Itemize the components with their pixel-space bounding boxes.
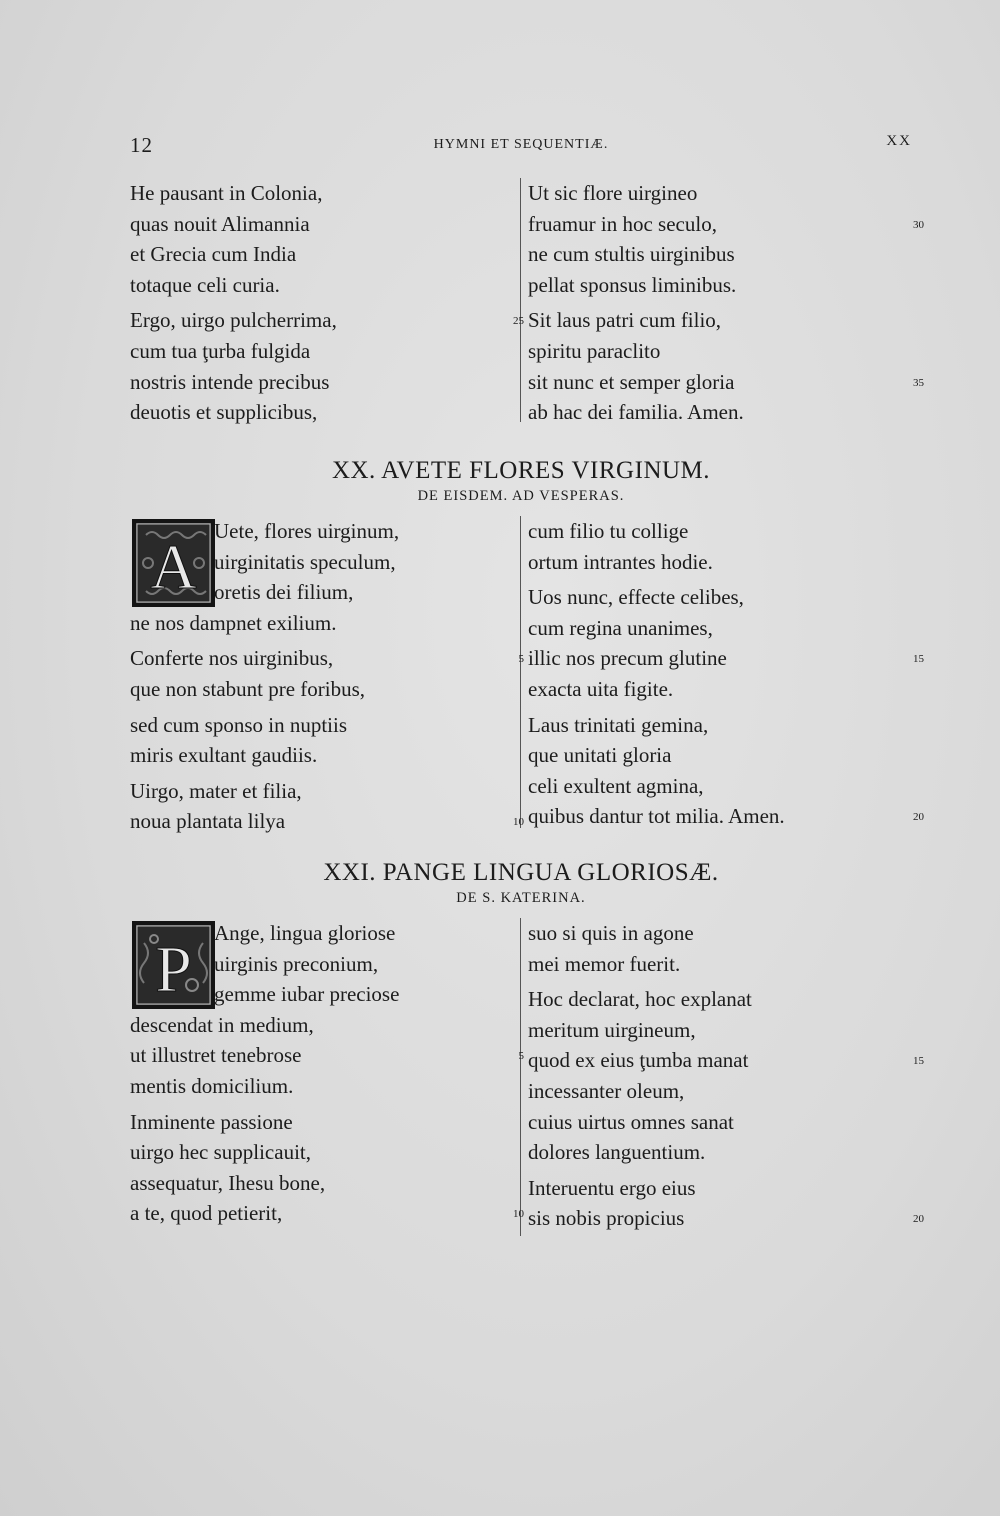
verse-line: Laus trinitati gemina, [528,712,709,737]
verse-line: mei memor fuerit. [528,951,681,976]
column-divider [520,918,521,1236]
line-number: 5 [518,1050,524,1063]
line-number: 30 [913,218,924,231]
right-column [528,178,924,428]
verse-line: ne cum stultis uirginibus [528,242,735,267]
verse-line: meritum uirgineum, [528,1017,696,1042]
verse-line: Inminente passione [130,1109,293,1134]
verse-line: Uirgo, mater et filia, [130,778,302,803]
verse-line: exacta uita figite. [528,676,674,701]
verse-line: ortum intrantes hodie. [528,549,713,574]
section-number: XX [886,133,912,149]
line-number: 15 [913,653,924,666]
verse-line: cuius uirtus omnes sanat [528,1109,734,1134]
verse-line: Conferte nos uirginibus, 5 [130,643,520,674]
verse-line: sis nobis propicius 20 [528,1203,912,1234]
right-column [528,918,924,1234]
column-divider [520,178,521,422]
verse-line: celi exultent agmina, [528,773,704,798]
verse-line: noua plantata lilya 10 [130,806,520,837]
right-column [528,516,924,832]
hymn-body [130,516,924,834]
verse-line: quod ex eius ţumba manat 15 [528,1045,912,1076]
running-title: HYMNI ET SEQUENTIÆ. [433,137,609,152]
line-number: 25 [513,315,524,328]
line-number: 20 [913,1213,924,1226]
verse-line: assequatur, Ihesu bone, [130,1170,326,1195]
page-number: 12 [130,133,153,157]
verse-line: Ergo, uirgo pulcherrima, 25 [130,305,520,336]
verse-line: descendat in medium, [130,1012,314,1037]
verse-line: gemme iubar preciose [214,982,400,1007]
verse-line: Ange, lingua gloriose [214,921,396,945]
hymn-heading [130,456,912,506]
verse-line: miris exultant gaudiis. [130,743,318,768]
verse-line: Uete, flores uirginum, [214,519,400,543]
verse-line: uirginitatis speculum, [214,549,396,574]
left-column [130,516,524,837]
verse-line: deuotis et supplicibus, [130,400,318,425]
verse-line: nostris intende precibus [130,369,330,394]
verse-line: cum filio tu collige [528,519,689,543]
verse-line: sit nunc et semper gloria 35 [528,367,912,398]
verse-line: cum tua ţurba fulgida [130,338,311,363]
line-number: 10 [513,816,524,829]
verse-line: que unitati gloria [528,743,672,768]
verse-line: totaque celi curia. [130,272,280,297]
verse-line: He pausant in Colonia, [130,181,323,205]
continuation-verses [130,178,924,428]
left-column [130,178,524,428]
verse-line: quas nouit Alimannia [130,211,310,236]
verse-line: sed cum sponso in nuptiis [130,712,348,737]
line-number: 35 [913,376,924,389]
verse-line: Uos nunc, effecte celibes, [528,585,744,610]
left-column [130,918,524,1229]
verse-line: uirgo hec supplicauit, [130,1140,311,1165]
verse-line: Interuentu ergo eius [528,1175,696,1200]
line-number: 20 [913,811,924,824]
verse-line: fruamur in hoc seculo, 30 [528,209,912,240]
verse-line: ne nos dampnet exilium. [130,610,337,635]
verse-line: incessanter oleum, [528,1078,685,1103]
verse-line: uirginis preconium, [214,951,379,976]
line-number: 10 [513,1208,524,1221]
svg-text:P: P [155,933,192,1006]
verse-line: a te, quod petierit, 10 [130,1198,520,1229]
verse-line: quibus dantur tot milia. Amen. 20 [528,801,912,832]
verse-line: suo si quis in agone [528,921,694,945]
verse-line: mentis domicilium. [130,1073,294,1098]
verse-line: cum regina unanimes, [528,615,713,640]
hymn-title: XX. AVETE FLORES VIRGINUM. [331,457,711,484]
verse-line: que non stabunt pre foribus, [130,676,366,701]
hymn-body [130,918,924,1240]
verse-line: pellat sponsus liminibus. [528,272,737,297]
hymn-subtitle: DE EISDEM. AD VESPERAS. [417,488,625,504]
line-number: 5 [518,653,524,666]
verse-line: spiritu paraclito [528,338,661,363]
hymn-title: XXI. PANGE LINGUA GLORIOSÆ. [323,859,719,886]
hymn-subtitle: DE S. KATERINA. [456,890,586,906]
hymn-heading [130,858,912,908]
verse-line: illic nos precum glutine 15 [528,643,912,674]
running-head [130,133,912,157]
verse-line: oretis dei filium, [214,580,354,605]
verse-line: Sit laus patri cum filio, [528,308,722,333]
verse-line: Ut sic flore uirgineo [528,181,698,205]
verse-line: Hoc declarat, hoc explanat [528,987,752,1012]
line-number: 15 [913,1055,924,1068]
verse-line: ab hac dei familia. Amen. [528,400,744,425]
verse-line: ut illustret tenebrose 5 [130,1040,520,1071]
svg-text:A: A [150,531,197,602]
verse-line: et Grecia cum India [130,242,297,267]
verse-line: dolores languentium. [528,1140,706,1165]
